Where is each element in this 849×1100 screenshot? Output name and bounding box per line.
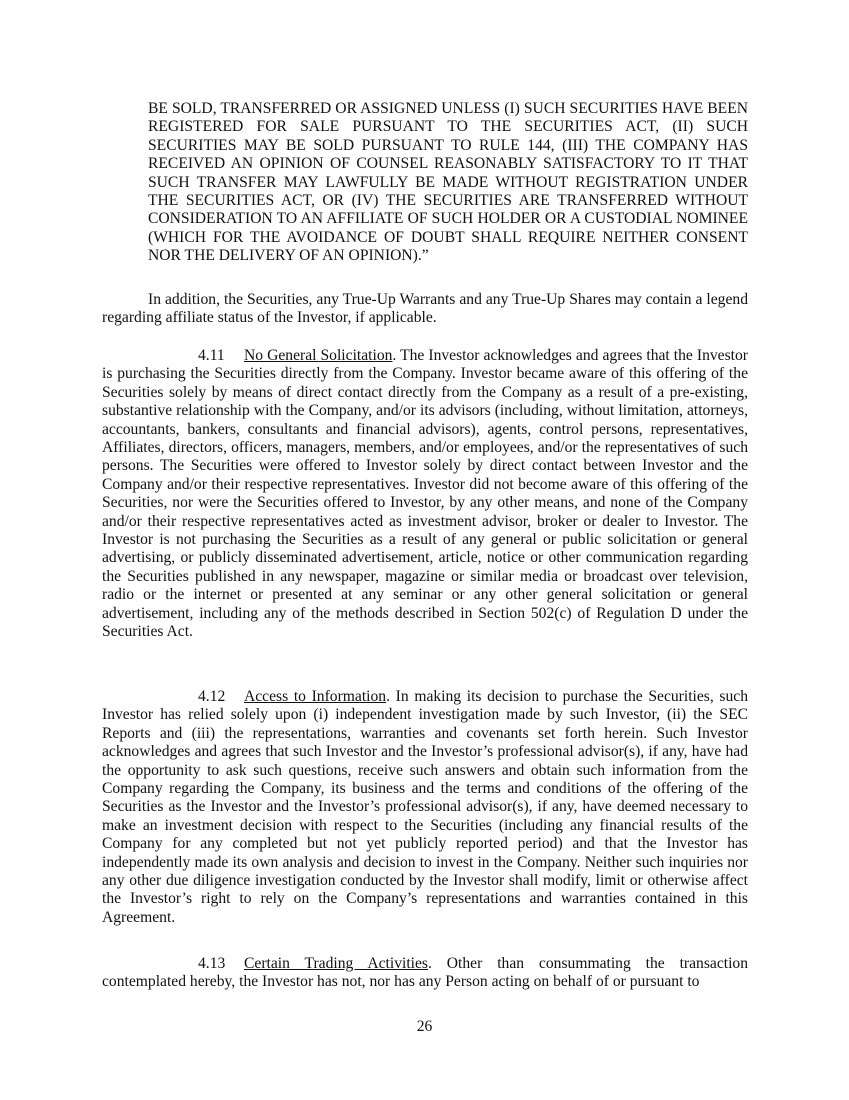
section-body: . In making its decision to purchase the Securities, such Investor has relied solely upon (i) independent investigation made by such Investor, (ii) the SEC Reports and (iii) the representations, warranties and covenants set forth herein. Such Investor acknowledges and agrees that such Investor and the Investor’s professional advisor(s), if any, have had the opportunity to ask such questions, receive such answers and obtain such information from the Company regarding the Company, its business and the terms and conditions of the offering of the Securities as the Investor and the Investor’s professional advisor(s), if any, have deemed necessary to make an investment decision with respect to the Securities (including any financial results of the Company for any completed but not yet publicly reported period) and that the Investor has independently made its own analysis and decision to invest in the Company. Neither such inquiries nor any other due diligence investigation conducted by the Investor shall modify, limit or otherwise affect the Investor’s right to rely on the Company’s representations and warranties contained in this Agreement. xyxy=(102,688,748,926)
section-title: Access to Information xyxy=(244,688,387,705)
page-number: 26 xyxy=(416,1018,433,1035)
section-body: . Other than consummating the transaction contemplated hereby, the Investor has not, nor has any Person acting on behalf of or pursuant to xyxy=(102,955,749,991)
section-4-13 xyxy=(102,955,748,992)
section-title: No General Solicitation xyxy=(244,347,393,364)
section-4-11 xyxy=(102,347,748,642)
section-number: 4.12 xyxy=(198,688,226,705)
section-4-12 xyxy=(102,688,748,927)
section-number: 4.13 xyxy=(198,955,226,972)
addition-paragraph: In addition, the Securities, any True-Up Warrants and any True-Up Shares may contain a legend regarding affiliate status of the Investor, if applicable. xyxy=(102,291,748,327)
section-body: . The Investor acknowledges and agrees that the Investor is purchasing the Securities directly from the Company. Investor became aware of this offering of the Securities solely by means of direct contact directly from the Company as a result of a pre-existing, substantive relationship with the Company, and/or its advisors (including, without limitation, attorneys, accountants, bankers, consultants and financial advisors), agents, control persons, representatives, Affiliates, directors, officers, managers, members, and/or employees, and/or the representatives of such persons. The Securities were offered to Investor solely by direct contact between Investor and the Company and/or their respective representatives. Investor did not become aware of this offering of the Securities, nor were the Securities offered to Investor, by any other means, and none of the Company and/or their respective representatives acted as investment advisor, broker or dealer to Investor. The Investor is not purchasing the Securities as a result of any general or public solicitation or general advertising, or publicly disseminated advertisement, article, notice or other communication regarding the Securities published in any newspaper, magazine or similar media or broadcast over television, radio or the internet or presented at any seminar or any other general solicitation or general advertisement, including any of the methods described in Section 502(c) of Regulation D under the Securities Act. xyxy=(102,347,748,641)
legend-text: BE SOLD, TRANSFERRED OR ASSIGNED UNLESS (I) SUCH SECURITIES HAVE BEEN REGISTERED FOR SALE PURSUANT TO THE SECURITIES ACT, (II) SUCH SECURITIES MAY BE SOLD PURSUANT TO RULE 144, (III) THE COMPANY HAS RECEIVED AN OPINION OF COUNSEL REASONABLY SATISFACTORY TO IT THAT SUCH TRANSFER MAY LAWFULLY BE MADE WITHOUT REGISTRATION UNDER THE SECURITIES ACT, OR (IV) THE SECURITIES ARE TRANSFERRED WITHOUT CONSIDERATION TO AN AFFILIATE OF SUCH HOLDER OR A CUSTODIAL NOMINEE (WHICH FOR THE AVOIDANCE OF DOUBT SHALL REQUIRE NEITHER CONSENT NOR THE DELIVERY OF AN OPINION).” xyxy=(148,100,748,265)
section-title: Certain Trading Activities xyxy=(244,955,428,972)
section-number: 4.11 xyxy=(198,347,225,364)
